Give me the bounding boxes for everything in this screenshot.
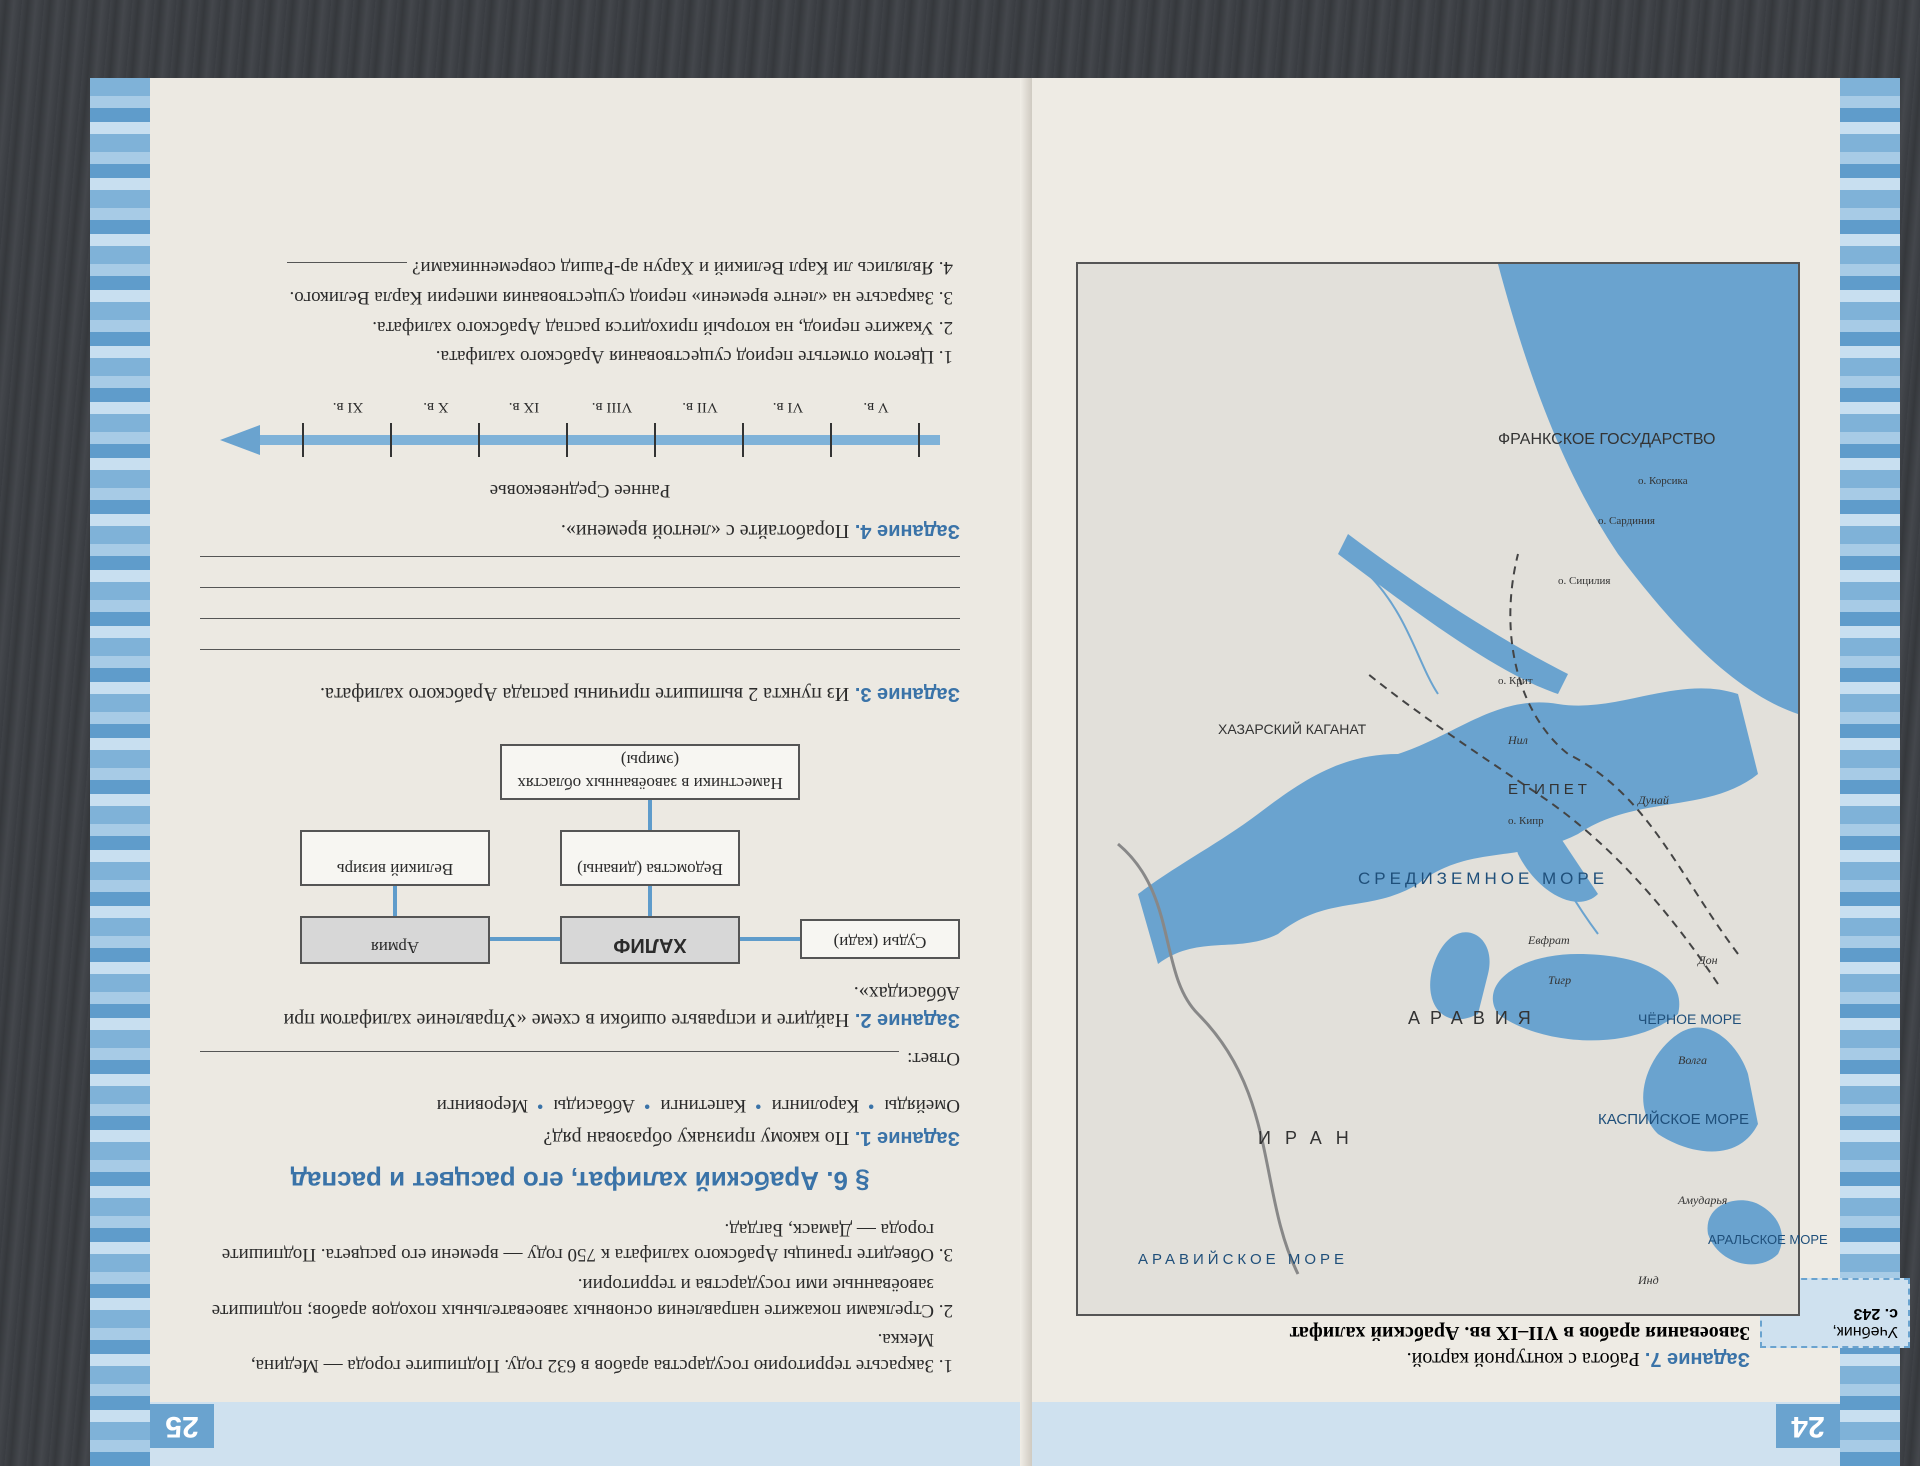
task4-item: 4. Являлись ли Карл Великий и Харун ар-Рашид современниками? xyxy=(200,255,934,281)
timeline-bar[interactable] xyxy=(260,435,940,445)
answer-line[interactable] xyxy=(200,556,960,581)
timeline-century-label: XI в. xyxy=(332,399,364,416)
timeline-tick xyxy=(302,423,304,457)
label-mediterranean: СРЕДИЗЕМНОЕ МОРЕ xyxy=(1358,869,1609,888)
contour-map xyxy=(1076,262,1828,1316)
label-aral: АРАЛЬСКОЕ МОРЕ xyxy=(1708,1232,1828,1247)
task4-item: 2. Укажите период, на который приходится распад Арабского халифата. xyxy=(200,314,934,340)
page-number: 24 xyxy=(1776,1404,1840,1448)
timeline-label: Раннее Средневековье xyxy=(489,480,671,502)
label-khazar: ХАЗАРСКИЙ КАГАНАТ xyxy=(1218,721,1367,737)
timeline-tick xyxy=(918,423,920,457)
label-amudarya: Амударья xyxy=(1678,1193,1728,1207)
answer-line[interactable] xyxy=(200,618,960,643)
label-sicily: о. Сицилия xyxy=(1558,575,1611,587)
task7-title: Задание 7. Работа с контурной картой. xyxy=(1406,1348,1750,1370)
task4-title: Задание 4. Поработайте с «лентой времени». xyxy=(560,520,960,543)
dynasty-item: Капетинги xyxy=(660,1095,747,1117)
task3-title: Задание 3. Из пункта 2 выпишите причины распада Арабского халифата. xyxy=(320,683,960,706)
timeline-tick xyxy=(742,423,744,457)
label-arabian-sea: АРАВИЙСКОЕ МОРЕ xyxy=(1138,1251,1348,1268)
label-euphrates: Евфрат xyxy=(1528,933,1570,947)
label-egypt: ЕГИПЕТ xyxy=(1508,781,1591,798)
label-nile: Нил xyxy=(1508,733,1528,747)
decorative-stripe xyxy=(1840,78,1900,1466)
task7-item: 3. Обведите границы Арабского халифата к 750 году — времени его расцвета. Подпишите города — Дамаск, Багдад. xyxy=(200,1216,934,1267)
label-volga: Волга xyxy=(1678,1053,1707,1067)
scheme-vizier: Великий визирь xyxy=(300,830,490,886)
label-corsica: о. Корсика xyxy=(1638,475,1688,487)
page-content xyxy=(200,247,960,1382)
label-don: Дон xyxy=(1698,953,1718,967)
task1-answer: Ответ: xyxy=(200,1045,960,1082)
textbook-reference: Учебник, с. 243 xyxy=(1760,1278,1910,1348)
timeline-century-label: VI в. xyxy=(772,399,804,416)
answer-line[interactable] xyxy=(287,263,407,264)
dynasty-item: Меровинги xyxy=(436,1095,529,1117)
task7-item: 1. Закрасьте территорию государства арабов в 632 году. Подпишите города — Медина, Мекка. xyxy=(200,1327,934,1378)
label-indus: Инд xyxy=(1638,1273,1659,1287)
task7-list xyxy=(200,1216,960,1378)
dynasty-list: Омейяды• Каролинги• Капетинги• Аббасиды• Меровинги xyxy=(436,1095,960,1117)
task4-item: 3. Закрасьте на «ленте времени» период существования империи Карла Великого. xyxy=(200,285,934,311)
label-black-sea: ЧЁРНОЕ МОРЕ xyxy=(1638,1011,1742,1027)
label-danube: Дунай xyxy=(1638,793,1669,807)
decorative-stripe xyxy=(90,78,150,1466)
page-number: 25 xyxy=(150,1404,214,1448)
label-caspian: КАСПИЙСКОЕ МОРЕ xyxy=(1598,1111,1750,1128)
open-workbook xyxy=(90,78,1900,1466)
task4-list xyxy=(200,255,960,370)
task1-title: Задание 1. По какому признаку образован ряд? xyxy=(543,1127,960,1150)
task4-item: 1. Цветом отметьте период существования Арабского халифата. xyxy=(200,344,934,370)
label-sardinia: о. Сардиния xyxy=(1598,515,1655,527)
scheme-army: Армия xyxy=(300,916,490,964)
timeline-tick xyxy=(830,423,832,457)
map-svg xyxy=(1078,264,1828,1314)
timeline-century-label: VIII в. xyxy=(591,399,633,416)
header-band xyxy=(1020,1402,1840,1466)
label-crete: о. Крит xyxy=(1498,675,1533,687)
timeline xyxy=(200,383,960,503)
timeline-century-label: VII в. xyxy=(682,399,718,416)
page-24 xyxy=(1020,78,1900,1466)
timeline-arrow xyxy=(220,425,260,455)
dynasty-item: Каролинги xyxy=(771,1095,860,1117)
answer-line[interactable] xyxy=(200,649,960,674)
answer-line[interactable] xyxy=(200,587,960,612)
timeline-tick xyxy=(478,423,480,457)
timeline-tick xyxy=(654,423,656,457)
scheme-judges: Судьи (кади) xyxy=(800,919,960,959)
answer-line[interactable] xyxy=(200,1051,899,1076)
label-frankish: ФРАНКСКОЕ ГОСУДАРСТВО xyxy=(1498,431,1716,448)
timeline-tick xyxy=(566,423,568,457)
label-cyprus: о. Кипр xyxy=(1508,815,1544,827)
dynasty-item: Омейяды xyxy=(884,1095,960,1117)
scheme-governors: Наместники в завоёванных областях (эмиры) xyxy=(500,744,800,800)
timeline-tick xyxy=(390,423,392,457)
dynasty-item: Аббасиды xyxy=(553,1095,636,1117)
header-band xyxy=(150,1402,1020,1466)
caliphate-scheme xyxy=(200,719,960,969)
label-tigris: Тигр xyxy=(1548,973,1572,987)
page-25 xyxy=(90,78,1020,1466)
section-title: § 6. Арабский халифат, его расцвет и распад xyxy=(290,1166,870,1197)
label-arabia: АРАВИЯ xyxy=(1408,1008,1541,1028)
timeline-century-label: X в. xyxy=(423,399,449,416)
timeline-century-label: V в. xyxy=(863,399,889,416)
scheme-caliph: ХАЛИФ xyxy=(560,916,740,964)
task2-title: Задание 2. Найдите и исправьте ошибки в схеме «Управление халифатом при Аббасидах». xyxy=(283,982,960,1032)
task7-item: 2. Стрелками покажите направления основных завоевательных походов арабов; подпишите завоёванные ими государства и территории. xyxy=(200,1271,934,1322)
map-title: Завоевания арабов в VII–IX вв. Арабский халифат xyxy=(1289,1322,1750,1344)
label-iran: ИРАН xyxy=(1258,1128,1363,1148)
scheme-departments: Ведомства (диваны) xyxy=(560,830,740,886)
timeline-century-label: IX в. xyxy=(508,399,540,416)
